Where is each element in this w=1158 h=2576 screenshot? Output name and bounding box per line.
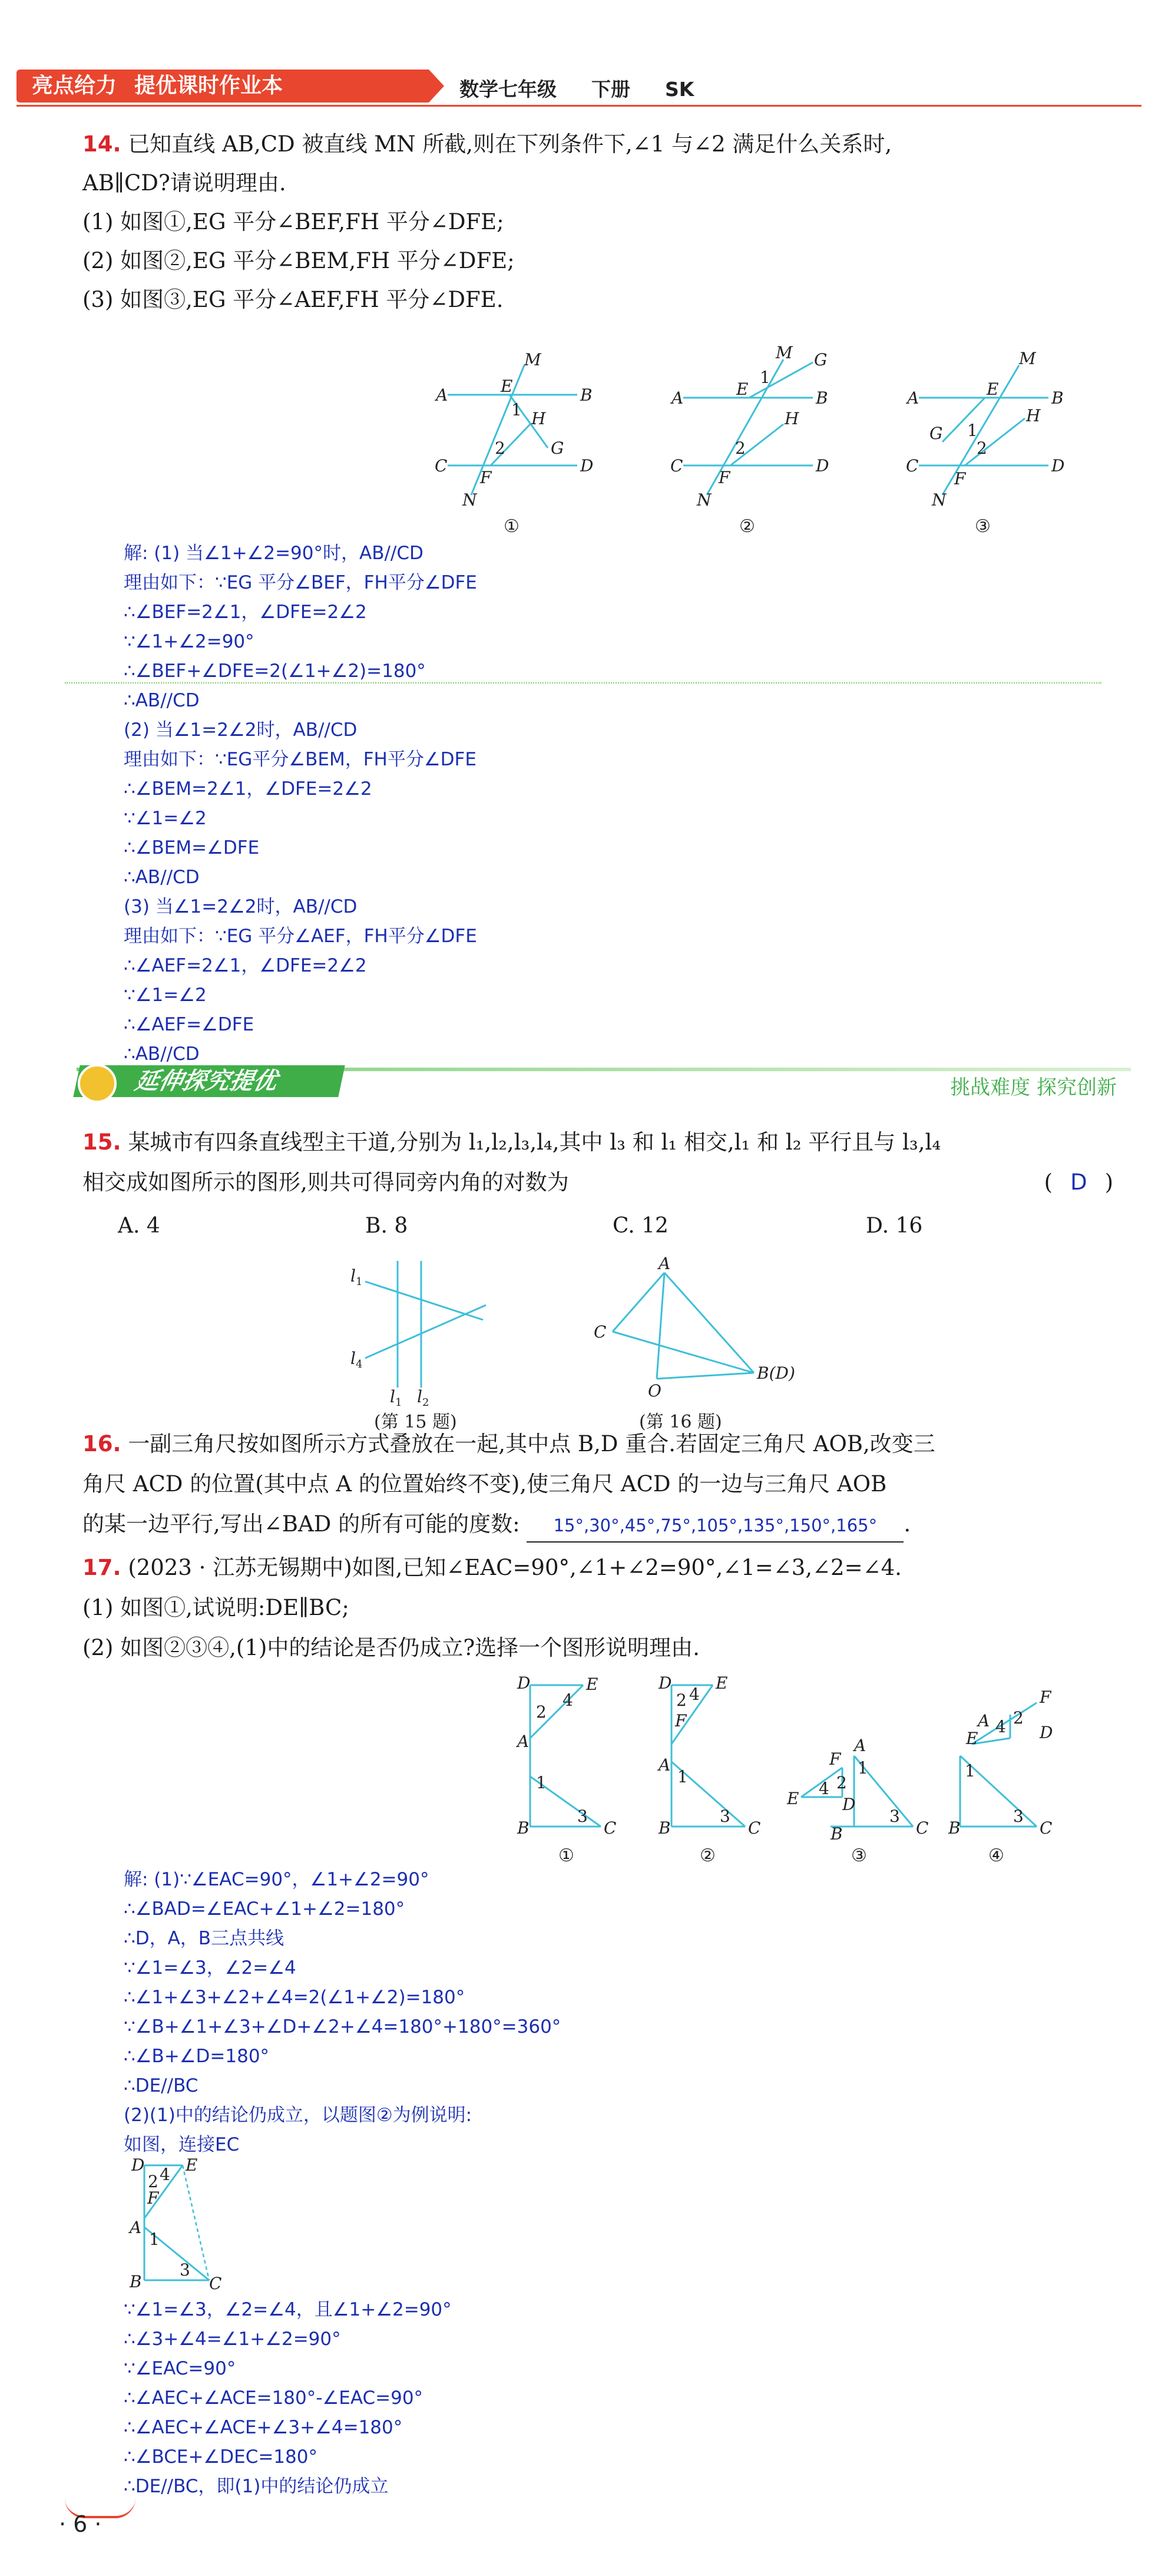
svg-text:H: H	[1026, 406, 1041, 425]
svg-text:B: B	[517, 1818, 530, 1838]
svg-text:1: 1	[967, 421, 978, 440]
subject-volume: 下册	[591, 78, 630, 101]
figure-label: ②	[739, 516, 755, 537]
brand-banner-tail	[429, 70, 444, 103]
svg-text:C: C	[916, 1818, 929, 1838]
svg-text:4: 4	[995, 1717, 1006, 1736]
answer-line: ∴∠BEM=∠DFE	[124, 837, 260, 858]
svg-text:2: 2	[495, 438, 505, 458]
svg-text:C: C	[748, 1818, 761, 1838]
question-end-punct: .	[904, 1511, 911, 1537]
svg-text:1: 1	[149, 2230, 160, 2249]
answer-line: ∴∠B+∠D=180°	[124, 2046, 270, 2067]
answer-line: ∴AB//CD	[124, 867, 200, 888]
answer-line: ∴∠BEF+∠DFE=2(∠1+∠2)=180°	[124, 660, 426, 682]
svg-text:B: B	[130, 2272, 142, 2291]
answer-line: ∴∠3+∠4=∠1+∠2=90°	[124, 2329, 341, 2350]
svg-text:G: G	[814, 350, 828, 369]
q17-answer-part1	[124, 1865, 831, 2159]
svg-text:F: F	[480, 468, 492, 487]
svg-text:M: M	[776, 343, 793, 362]
subject-edition: SK	[665, 78, 694, 101]
svg-text:A: A	[517, 1732, 530, 1751]
header-divider	[16, 105, 1142, 107]
svg-text:E: E	[736, 379, 749, 399]
answer-line: ∴∠AEF=2∠1，∠DFE=2∠2	[124, 955, 367, 976]
brand-banner	[16, 70, 429, 103]
answer-bracket-open: (	[1044, 1170, 1053, 1195]
svg-text:D: D	[580, 456, 594, 475]
svg-text:B(D): B(D)	[757, 1363, 795, 1383]
question-14	[82, 128, 1137, 316]
svg-text:2: 2	[676, 1690, 687, 1710]
figure-caption: (第 15 题)	[374, 1412, 457, 1432]
svg-text:B: B	[948, 1818, 961, 1838]
section-title: 延伸探究提优	[133, 1068, 280, 1095]
svg-text:2: 2	[977, 438, 987, 458]
svg-text:E: E	[586, 1675, 598, 1694]
svg-text:3: 3	[1013, 1806, 1024, 1826]
svg-text:A: A	[659, 1755, 671, 1775]
figure-caption: (第 16 题)	[639, 1412, 722, 1432]
question-condition: (2) 如图②,EG 平分∠BEM,FH 平分∠DFE;	[82, 248, 515, 273]
question-number: 14.	[82, 131, 121, 157]
answer-line: ∴AB//CD	[124, 1043, 200, 1065]
svg-text:D: D	[1051, 456, 1065, 475]
choice-b: B. 8	[365, 1214, 408, 1238]
svg-text:E: E	[716, 1673, 728, 1693]
answer-line: ∴DE//BC，即(1)中的结论仍成立	[124, 2476, 389, 2497]
answer-line: ∴∠AEC+∠ACE+∠3+∠4=180°	[124, 2417, 403, 2438]
svg-text:D: D	[131, 2155, 145, 2175]
answer-line: ∴∠1+∠3+∠2+∠4=2(∠1+∠2)=180°	[124, 1987, 465, 2008]
q14-figures	[424, 343, 1084, 542]
svg-text:2: 2	[735, 438, 746, 458]
answer-bracket	[1044, 1167, 1113, 1198]
section-subtitle: 挑战难度 探究创新	[950, 1076, 1117, 1099]
svg-text:1: 1	[858, 1758, 868, 1778]
question-stem-line: 已知直线 AB,CD 被直线 MN 所截,则在下列条件下,∠1 与∠2 满足什么关系时,	[128, 131, 892, 157]
q15-q16-figures	[342, 1255, 813, 1432]
answer-line: ∴∠BCE+∠DEC=180°	[124, 2446, 317, 2468]
answer-line: ∴∠BAD=∠EAC+∠1+∠2=180°	[124, 1898, 405, 1920]
svg-text:4: 4	[563, 1690, 573, 1710]
answer-line: ∴D，A，B三点共线	[124, 1928, 284, 1949]
svg-text:1: 1	[965, 1761, 975, 1781]
answer-line: (2)(1)中的结论仍成立，以题图②为例说明:	[124, 2105, 472, 2126]
svg-text:D: D	[842, 1795, 856, 1814]
svg-text:C: C	[604, 1818, 617, 1838]
answer-line: ∴DE//BC	[124, 2075, 198, 2096]
svg-text:E: E	[787, 1789, 799, 1808]
svg-text:3: 3	[180, 2260, 190, 2280]
question-fill-row	[82, 1508, 1137, 1543]
svg-text:H: H	[785, 409, 799, 428]
svg-text:1: 1	[760, 368, 770, 387]
question-stem-line: 一副三角尺按如图所示方式叠放在一起,其中点 B,D 重合.若固定三角尺 AOB,改变三	[128, 1431, 935, 1457]
svg-text:G: G	[929, 424, 943, 443]
svg-text:2: 2	[148, 2172, 158, 2191]
svg-text:N: N	[932, 490, 947, 510]
svg-text:N: N	[462, 490, 477, 510]
svg-text:A: A	[978, 1711, 990, 1730]
question-stem-row	[82, 1167, 1137, 1198]
question-condition: (3) 如图③,EG 平分∠AEF,FH 平分∠DFE.	[82, 287, 504, 312]
q14-figure-svg	[424, 343, 1084, 542]
question-16	[82, 1428, 1137, 1543]
svg-text:C: C	[435, 456, 448, 475]
svg-text:E: E	[987, 379, 999, 399]
q17-solution-figure	[121, 2155, 239, 2293]
figure-label: ③	[975, 516, 991, 537]
svg-text:D: D	[659, 1673, 672, 1693]
question-stem-line: 某城市有四条直线型主干道,分别为 l₁,l₂,l₃,l₄,其中 l₃ 和 l₁ 相交,l₁ 和 l₂ 平行且与 l₃,l₄	[128, 1130, 941, 1155]
answer-line: 解: (1)∵∠EAC=90°，∠1+∠2=90°	[124, 1869, 429, 1890]
svg-text:3: 3	[889, 1806, 900, 1826]
svg-text:F: F	[719, 468, 730, 487]
q17-answer-part2	[124, 2295, 831, 2501]
svg-text:F: F	[147, 2188, 159, 2208]
question-15	[82, 1127, 1137, 1242]
answer-line: 理由如下：∵EG 平分∠BEF，FH平分∠DFE	[124, 572, 477, 593]
svg-text:1: 1	[511, 400, 522, 420]
svg-text:D: D	[517, 1673, 531, 1693]
svg-text:3: 3	[720, 1806, 730, 1826]
svg-text:B: B	[1051, 388, 1064, 408]
svg-text:A: A	[130, 2218, 142, 2237]
choices-row	[82, 1210, 1137, 1242]
svg-text:4: 4	[819, 1779, 829, 1798]
figure-label: ①	[504, 516, 520, 537]
svg-text:l1: $l_1$	[390, 1387, 402, 1409]
svg-text:l1: $l_1$	[350, 1266, 363, 1288]
answer-bracket-close: )	[1104, 1170, 1113, 1195]
q17-figure-svg	[512, 1673, 1078, 1844]
svg-text:A: A	[854, 1736, 866, 1755]
answer-line: ∴∠AEC+∠ACE=180°-∠EAC=90°	[124, 2387, 424, 2409]
question-stem-line: (2023 · 江苏无锡期中)如图,已知∠EAC=90°,∠1+∠2=90°,∠1=∠3,∠2=∠4.	[128, 1555, 902, 1580]
svg-text:E: E	[966, 1729, 978, 1748]
answer-line: ∵∠1=∠2	[124, 808, 207, 829]
svg-text:E: E	[186, 2155, 198, 2175]
svg-text:2: 2	[836, 1773, 847, 1792]
svg-text:4: 4	[689, 1685, 700, 1704]
svg-text:l4: $l_4$	[350, 1349, 363, 1370]
svg-text:2: 2	[536, 1702, 547, 1722]
answer-line: 解: (1) 当∠1+∠2=90°时，AB//CD	[124, 543, 424, 564]
question-number: 16.	[82, 1431, 121, 1457]
svg-text:B: B	[580, 385, 593, 405]
svg-text:A: A	[671, 388, 684, 408]
dotted-divider	[65, 682, 1101, 685]
brand-name: 亮点给力	[32, 74, 117, 98]
svg-text:F: F	[675, 1711, 687, 1730]
answer-blank: 15°,30°,45°,75°,105°,135°,150°,165°	[527, 1510, 904, 1543]
svg-text:F: F	[1040, 1687, 1051, 1707]
answer-line: ∵∠EAC=90°	[124, 2358, 236, 2379]
svg-text:N: N	[697, 490, 712, 510]
svg-text:D: D	[816, 456, 829, 475]
svg-text:2: 2	[1013, 1708, 1024, 1728]
svg-text:l2: $l_2$	[417, 1387, 429, 1409]
svg-text:H: H	[531, 409, 546, 428]
answer-line: ∴∠BEM=2∠1，∠DFE=2∠2	[124, 778, 372, 800]
answer-line: ∵∠1=∠2	[124, 985, 207, 1006]
answer-line: ∴AB//CD	[124, 690, 200, 711]
answer-line: (2) 当∠1=2∠2时，AB//CD	[124, 719, 358, 741]
question-condition: (1) 如图①,试说明:DE∥BC;	[82, 1595, 349, 1620]
answer-choice: D	[1070, 1170, 1087, 1195]
subject-grade: 数学七年级	[459, 78, 557, 101]
series-name: 提优课时作业本	[134, 74, 283, 98]
question-condition: (1) 如图①,EG 平分∠BEF,FH 平分∠DFE;	[82, 209, 504, 235]
svg-text:C: C	[594, 1322, 607, 1342]
svg-text:B: B	[831, 1824, 843, 1844]
answer-line: (3) 当∠1=2∠2时，AB//CD	[124, 896, 358, 917]
choice-d: D. 16	[866, 1214, 923, 1238]
svg-text:D: D	[1040, 1723, 1053, 1742]
svg-text:A: A	[436, 385, 448, 405]
answer-line: ∵∠1+∠2=90°	[124, 631, 254, 652]
svg-text:3: 3	[577, 1806, 588, 1826]
svg-text:B: B	[659, 1818, 671, 1838]
question-17	[82, 1552, 1137, 1664]
page-number: · 6 ·	[59, 2511, 102, 2537]
answer-line: 理由如下：∵EG 平分∠AEF，FH平分∠DFE	[124, 926, 477, 947]
question-number: 15.	[82, 1130, 121, 1155]
q17-figures	[512, 1673, 1078, 1868]
question-stem-line: 角尺 ACD 的位置(其中点 A 的位置始终不变),使三角尺 ACD 的一边与三角尺 AOB	[82, 1471, 887, 1497]
question-stem-line: 相交成如图所示的图形,则共可得同旁内角的对数为	[82, 1170, 569, 1195]
svg-text:F: F	[954, 469, 966, 488]
svg-text:O: O	[648, 1381, 661, 1401]
question-stem-line: 的某一边平行,写出∠BAD 的所有可能的度数:	[82, 1511, 520, 1537]
answer-line: ∵∠B+∠1+∠3+∠D+∠2+∠4=180°+180°=360°	[124, 2016, 561, 2037]
figure-label: ②	[700, 1845, 716, 1866]
q17-solution-svg	[121, 2155, 239, 2293]
svg-text:4: 4	[160, 2165, 170, 2184]
question-condition: (2) 如图②③④,(1)中的结论是否仍成立?选择一个图形说明理由.	[82, 1635, 700, 1660]
answer-line: ∵∠1=∠3，∠2=∠4	[124, 1957, 296, 1979]
q14-answer	[124, 539, 831, 1069]
answer-line: ∴∠AEF=∠DFE	[124, 1014, 254, 1035]
answer-line: 理由如下：∵EG平分∠BEM，FH平分∠DFE	[124, 749, 477, 770]
svg-text:C: C	[209, 2274, 222, 2293]
svg-text:1: 1	[677, 1767, 688, 1786]
answer-line: ∵∠1=∠3，∠2=∠4，且∠1+∠2=90°	[124, 2299, 452, 2320]
figure-label: ③	[851, 1845, 867, 1866]
svg-text:C: C	[1040, 1818, 1053, 1838]
question-stem-line: AB∥CD?请说明理由.	[82, 170, 286, 196]
svg-text:C: C	[906, 456, 919, 475]
answer-line: ∴∠BEF=2∠1，∠DFE=2∠2	[124, 602, 367, 623]
q15-q16-figure-svg	[342, 1255, 813, 1408]
svg-text:M: M	[524, 350, 541, 369]
svg-text:A: A	[907, 388, 919, 408]
svg-text:1: 1	[536, 1773, 547, 1792]
subject-line	[459, 74, 694, 102]
svg-text:B: B	[816, 388, 828, 408]
svg-text:A: A	[659, 1254, 671, 1273]
figure-label: ①	[558, 1845, 574, 1866]
choice-a: A. 4	[118, 1214, 160, 1238]
figure-label: ④	[988, 1845, 1004, 1866]
question-number: 17.	[82, 1555, 121, 1580]
svg-text:E: E	[501, 377, 513, 396]
choice-c: C. 12	[613, 1214, 669, 1238]
svg-text:G: G	[551, 438, 564, 458]
answer-line: 如图，连接EC	[124, 2134, 240, 2155]
svg-text:F: F	[829, 1749, 841, 1769]
svg-text:C: C	[670, 456, 683, 475]
svg-text:M: M	[1019, 349, 1036, 368]
trophy-icon	[78, 1064, 117, 1103]
